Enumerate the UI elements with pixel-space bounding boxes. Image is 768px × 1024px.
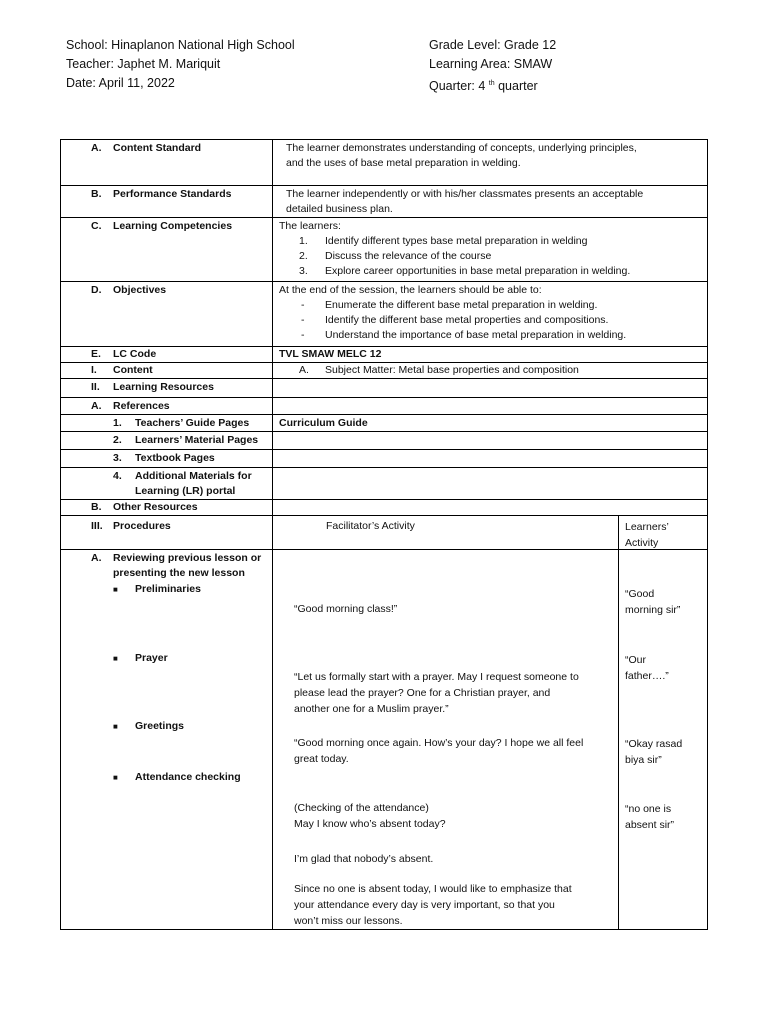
facilitator-emphasize: Since no one is absent today, I would like to emphasize that your attendance every day is very important, so that you won’t miss our lessons. — [294, 883, 572, 927]
row-references: A. References — [61, 397, 707, 415]
lc-code-value: TVL SMAW MELC 12 — [279, 348, 382, 360]
facilitator-morning: “Good morning class!” — [294, 603, 398, 615]
content-standard-label: Content Standard — [113, 142, 202, 154]
learners-morning: “Good morning sir” — [625, 588, 681, 616]
list-item: 3. Explore career opportunities in base metal preparation in welding. — [299, 265, 631, 277]
row-learners-material: 2. Learners’ Material Pages — [61, 431, 707, 450]
competencies-content: The learners: 1. Identify different types base metal preparation in welding 2. Discuss the relevance of the course 3. Explore career opportunities in base metal preparation in welding. — [279, 219, 699, 279]
row-performance-standards: B. Performance Standards The learner independently or with his/her classmates presents an acceptable detailed business plan. — [61, 185, 707, 218]
row-learning-resources: II. Learning Resources — [61, 378, 707, 398]
bullet-prayer: ■ Prayer — [113, 652, 168, 664]
row-reviewing: A. Reviewing previous lesson or presenting the new lesson ■ Preliminaries ■ Prayer ■ Greetings ■ Attendance checking “Good morning class!” “Let us formally start with a prayer. May I request someone to please lead the prayer? One for a Christian prayer, and another one for a Muslim prayer.” “Good morning once again. How’s your day? I hope we all feel great today. (Checking of the attendance) May I know who’s absent today? I’m glad that nobody’s absent. Since no one is absent today, I would like to emphasize that your attendance every day is very important, so that you won’t miss our lessons. “Good morning sir” “Our father….” “Okay rasad biya sir” “no one is absent sir” — [61, 549, 707, 931]
competencies-label: Learning Competencies — [113, 220, 233, 232]
school-name: School: Hinaplanon National High School — [66, 38, 295, 52]
list-item: 2. Discuss the relevance of the course — [299, 250, 492, 262]
facilitator-attendance: (Checking of the attendance) May I know who’s absent today? — [294, 802, 446, 830]
performance-text: The learner independently or with his/her classmates presents an acceptable detailed business plan. — [286, 188, 644, 215]
teacher-name: Teacher: Japhet M. Mariquit — [66, 57, 221, 71]
bullet-preliminaries: ■ Preliminaries — [113, 583, 201, 595]
row-learning-competencies: C. Learning Competencies The learners: 1. Identify different types base metal preparation in welding 2. Discuss the relevance of the course 3. Explore career opportunities in base metal preparation in welding. — [61, 217, 707, 282]
learning-area: Learning Area: SMAW — [429, 57, 553, 71]
row-other-resources: B. Other Resources — [61, 499, 707, 516]
row-teachers-guide: 1. Teachers’ Guide Pages Curriculum Guide — [61, 414, 707, 432]
facilitator-glad: I’m glad that nobody’s absent. — [294, 853, 434, 865]
quarter: Quarter: 4 $^{th}$ quarter — [429, 79, 538, 93]
lesson-date: Date: April 11, 2022 — [66, 76, 175, 90]
row-lc-code: E. LC Code TVL SMAW MELC 12 — [61, 346, 707, 363]
list-item: - Identify the different base metal properties and compositions. — [301, 314, 609, 326]
facilitator-prayer: “Let us formally start with a prayer. May I request someone to please lead the prayer? One for a Christian prayer, and another one for a Muslim prayer.” — [294, 671, 579, 715]
header-right — [429, 36, 556, 96]
facilitator-header: Facilitator’s Activity — [326, 520, 415, 532]
row-objectives: D. Objectives At the end of the session, the learners should be able to: - Enumerate the different base metal preparation in welding. - Identify the different base metal properties and compositions. - Understand the importance of base metal preparation in welding. — [61, 281, 707, 347]
list-item: - Enumerate the different base metal preparation in welding. — [301, 299, 598, 311]
facilitator-greet: “Good morning once again. How’s your day? I hope we all feel great today. — [294, 737, 584, 765]
objectives-content: At the end of the session, the learners should be able to: - Enumerate the different base metal preparation in welding. - Identify the different base metal properties and compositions. - Understand the importance of base metal preparation in welding. — [279, 283, 699, 343]
row-procedures: III. Procedures Facilitator’s Activity Learners’ Activity — [61, 515, 707, 550]
row-content: I. Content A. Subject Matter: Metal base properties and composition — [61, 362, 707, 379]
learners-header: Learners’ Activity — [625, 521, 669, 549]
row-additional-materials: 4. Additional Materials for Learning (LR) portal — [61, 467, 707, 500]
bullet-attendance: ■ Attendance checking — [113, 771, 241, 783]
list-item: - Understand the importance of base metal preparation in welding. — [301, 329, 627, 341]
header-left — [66, 36, 295, 93]
row-content-standard: A. Content Standard The learner demonstrates understanding of concepts, underlying principles, and the uses of base metal preparation in welding. — [91, 142, 637, 169]
bullet-greetings: ■ Greetings — [113, 720, 185, 732]
content-standard-text: The learner demonstrates understanding of concepts, underlying principles, and the uses of base metal preparation in welding. — [286, 142, 637, 169]
grade-level: Grade Level: Grade 12 — [429, 38, 557, 52]
teachers-guide-value: Curriculum Guide — [279, 417, 368, 429]
learners-prayer: “Our father….” — [625, 654, 669, 682]
performance-label: Performance Standards — [113, 188, 232, 200]
lesson-plan-table — [60, 139, 708, 930]
learners-greet: “Okay rasad biya sir” — [625, 738, 683, 766]
list-item: 1. Identify different types base metal preparation in welding — [299, 235, 588, 247]
content-value: A. Subject Matter: Metal base properties and composition — [299, 364, 579, 376]
learners-absent: “no one is absent sir” — [625, 803, 675, 831]
objectives-label: Objectives — [113, 284, 167, 296]
row-textbook: 3. Textbook Pages — [61, 449, 707, 468]
